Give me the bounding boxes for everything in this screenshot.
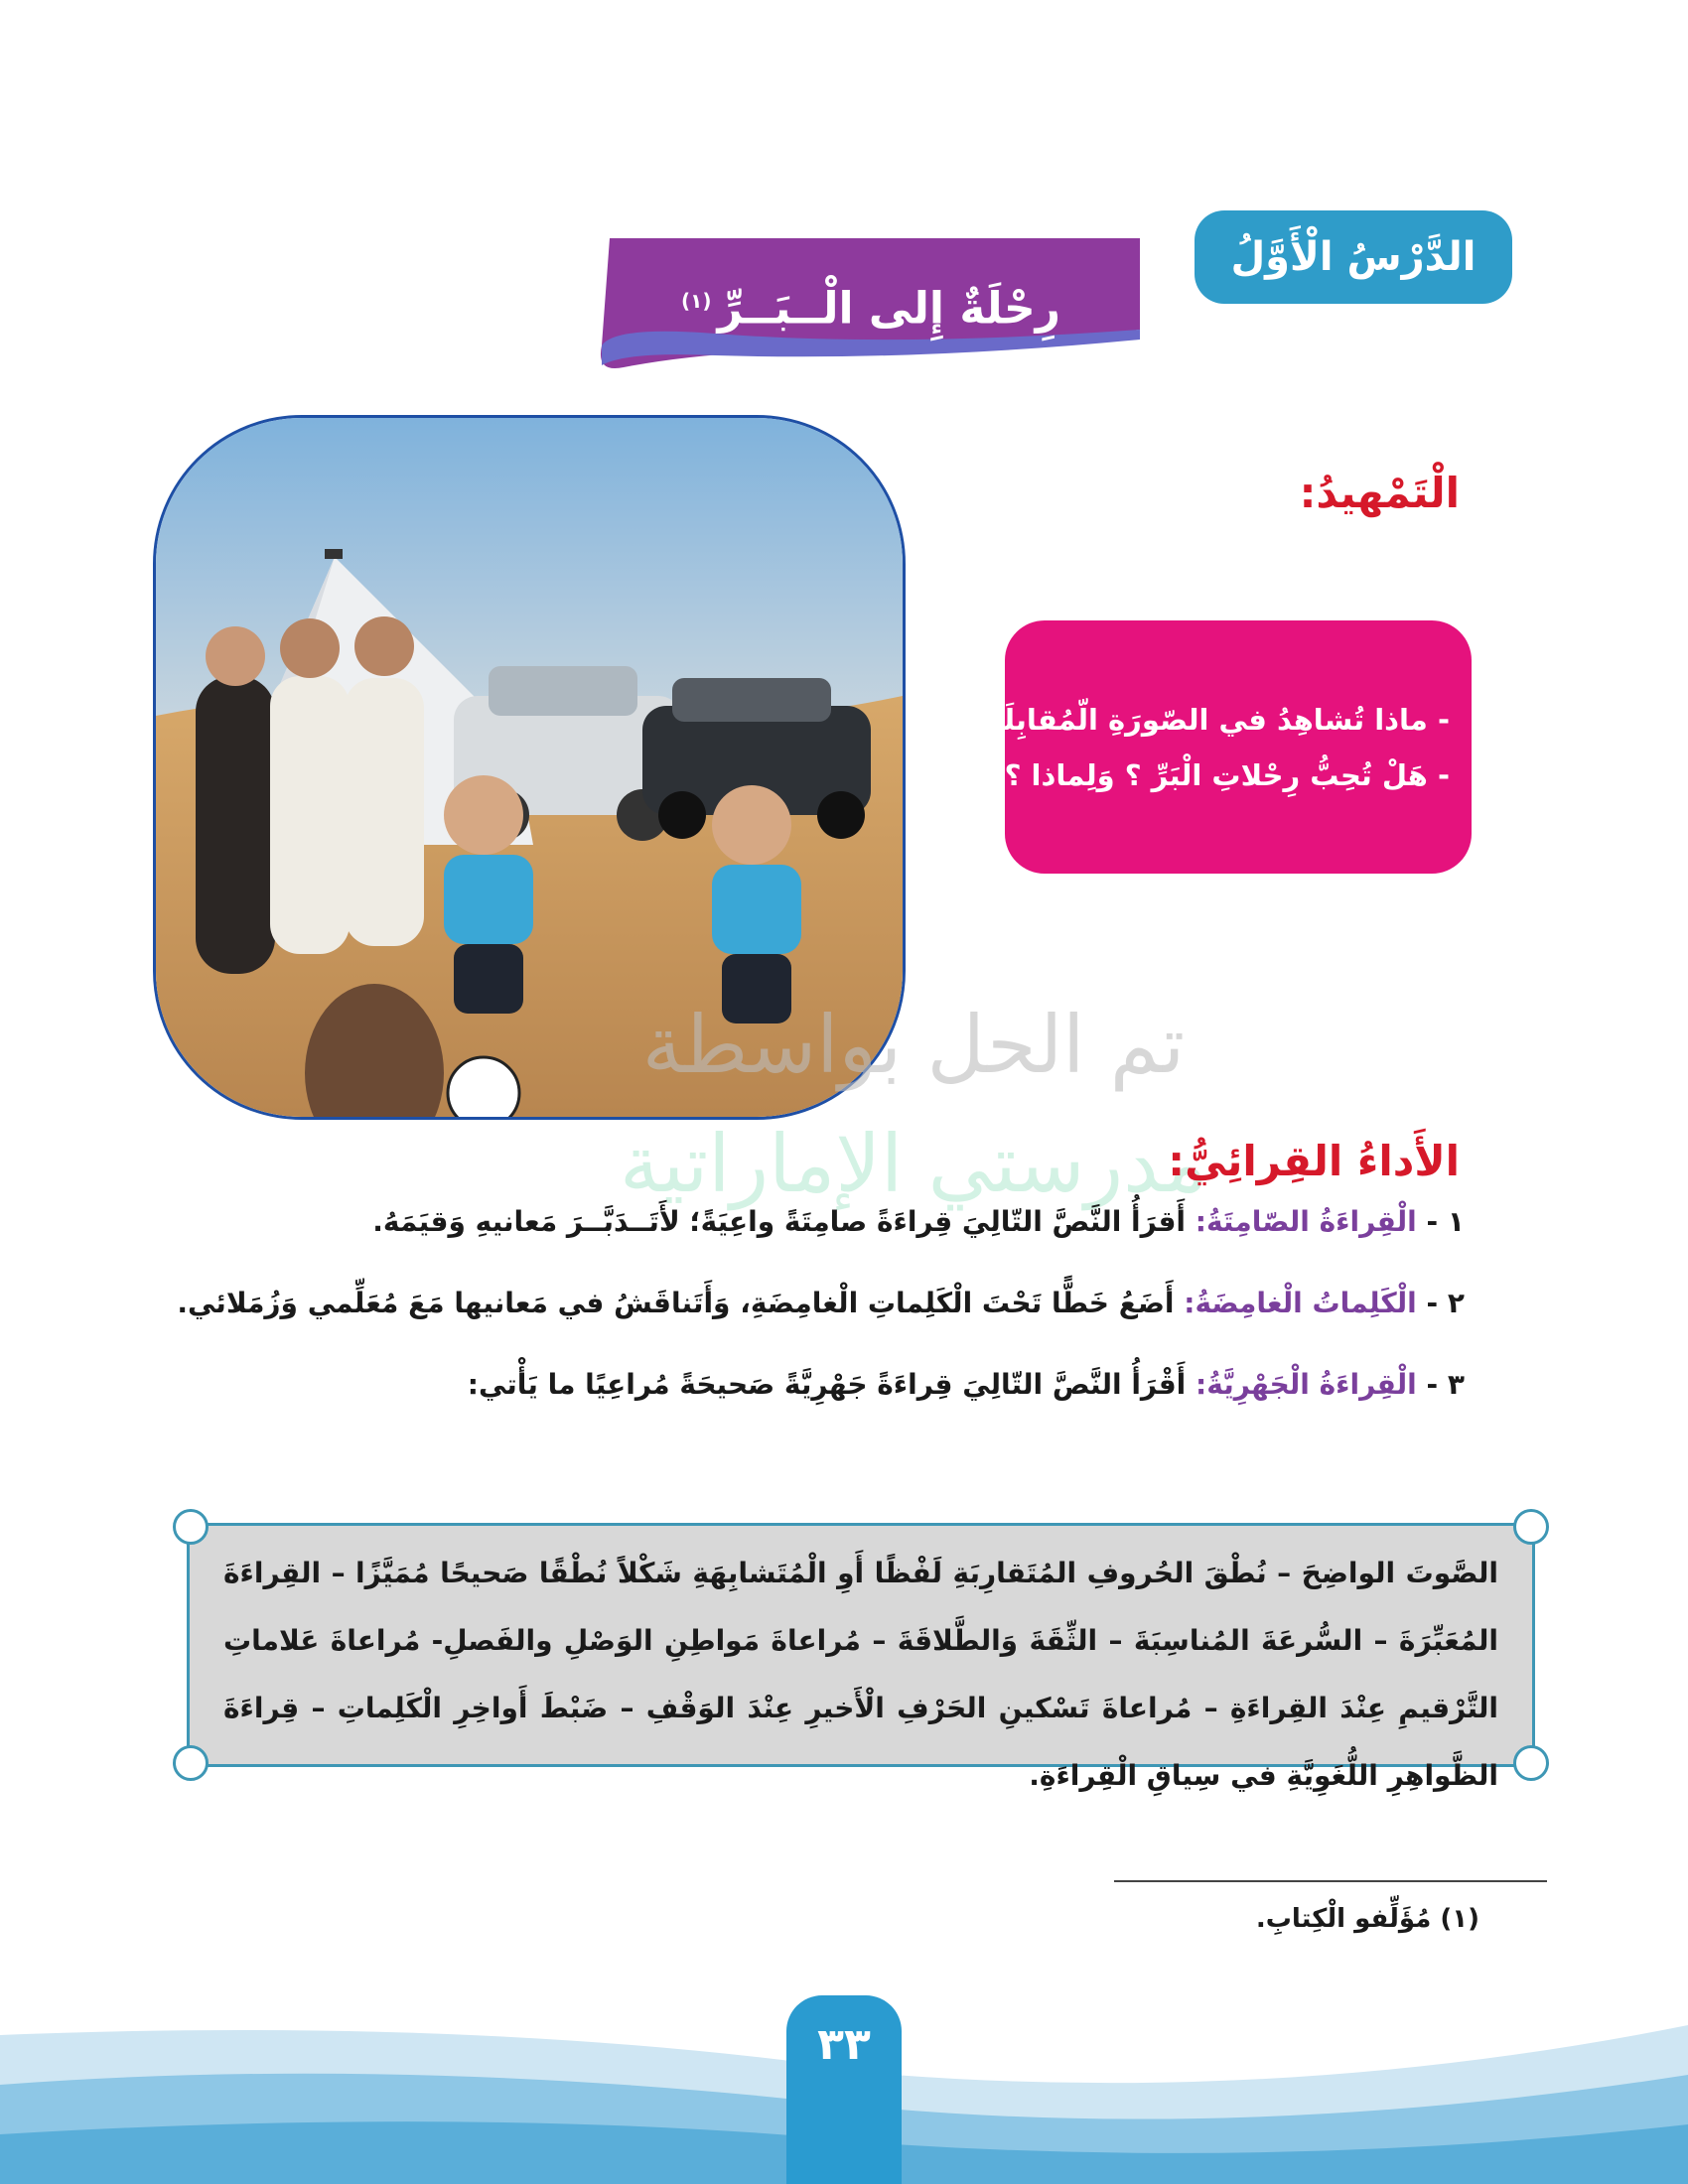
intro-questions-box — [969, 620, 1472, 874]
step-text: أَقْرَأُ النَّصَّ التّالِيَ قِراءَةً جَهْرِيَّةً صَحيحَةً مُراعِيًا ما يَأْتي: — [467, 1368, 1196, 1401]
lesson-label: الدَّرْسُ الْأَوَّلُ — [1195, 210, 1512, 304]
reading-skills-text: الصَّوتَ الواضِحَ – نُطْقَ الحُروفِ المُتَقارِبَةِ لَفْظًا أَوِ الْمُتَشابِهَةِ شَكْلاً نُطْقًا صَحيحًا مُمَيَّزًا – القِراءَةَ المُعَبِّرَةَ – السُّرعَةَ المُناسِبَةَ – الثِّقَةَ وَالطَّلاقَةَ – مُراعاةَ مَواطِنِ الوَصْلِ والفَصلِ- مُراعاةَ عَلاماتِ التَّرْقيمِ عِنْدَ القِراءَةِ – مُراعاةَ تَسْكينِ الحَرْفِ الْأَخيرِ عِنْدَ الوَقْفِ – ضَبْطَ أَواخِرِ الْكَلِماتِ – قِراءَةَ الظَّواهِرِ اللُّغَوِيَّةِ في سِياقِ الْقِراءَةِ. — [223, 1557, 1498, 1792]
title-footnote-marker: (١) — [680, 289, 712, 313]
question-2: - هَلْ تُحِبُّ رِحْلاتِ الْبَرِّ ؟ وَلِماذا ؟ — [1004, 757, 1450, 792]
desert-trip-illustration — [156, 418, 903, 1117]
reading-skills-box — [187, 1523, 1535, 1792]
step-label: الْكَلِماتُ الْغامِضَةُ: — [1184, 1287, 1417, 1319]
footnote-divider — [1114, 1880, 1547, 1882]
watermark-line1: تم الحل بواسطة — [641, 999, 1186, 1091]
desert-trip-photo — [153, 415, 906, 1120]
intro-heading: الْتَمْهيدُ: — [1299, 469, 1460, 517]
step-aloud-reading — [213, 1344, 1465, 1426]
step-label: الْقِراءَةُ الْجَهْرِيَّةُ: — [1196, 1368, 1417, 1401]
question-1: - ماذا تُشاهِدُ في الصّورَةِ الّمُقابِلَةِ؟ — [969, 702, 1450, 737]
step-difficult-words — [177, 1263, 1465, 1344]
step-number: ٣ - — [1426, 1368, 1465, 1401]
reading-performance-heading: الأَداءُ القِرائِيُّ: — [1168, 1137, 1460, 1185]
watermark-line2: مدرستي الإماراتية — [620, 1118, 1207, 1210]
step-silent-reading — [213, 1181, 1465, 1263]
footnote: (١) مُؤَلِّفو الْكِتابِ. — [1255, 1904, 1479, 1934]
lesson-title — [596, 266, 1140, 336]
title-text: رِحْلَةٌ إِلى الْــبَــرِّ — [717, 283, 1061, 335]
corner-decoration — [173, 1509, 209, 1545]
corner-decoration — [1513, 1745, 1549, 1781]
page-number: ٣٣ — [786, 1995, 902, 2184]
reading-steps — [177, 1181, 1465, 1426]
step-text: أَضَعُ خَطًّا تَحْتَ الْكَلِماتِ الْغامِضَةِ، وَأَتَناقَشُ في مَعانيها مَعَ مُعَلِّمي وَزُمَلائي. — [177, 1287, 1185, 1319]
step-number: ١ - — [1426, 1205, 1465, 1238]
step-number: ٢ - — [1426, 1287, 1465, 1319]
step-label: الْقِراءَةُ الصّامِتَةُ: — [1195, 1205, 1417, 1238]
step-text: أَقرَأُ النَّصَّ التّالِيَ قِراءَةً صامِتَةً واعِيَةً؛ لأَتَــدَبَّــرَ مَعانيهِ وَقيَمَهُ. — [372, 1205, 1196, 1238]
corner-decoration — [173, 1745, 209, 1781]
corner-decoration — [1513, 1509, 1549, 1545]
